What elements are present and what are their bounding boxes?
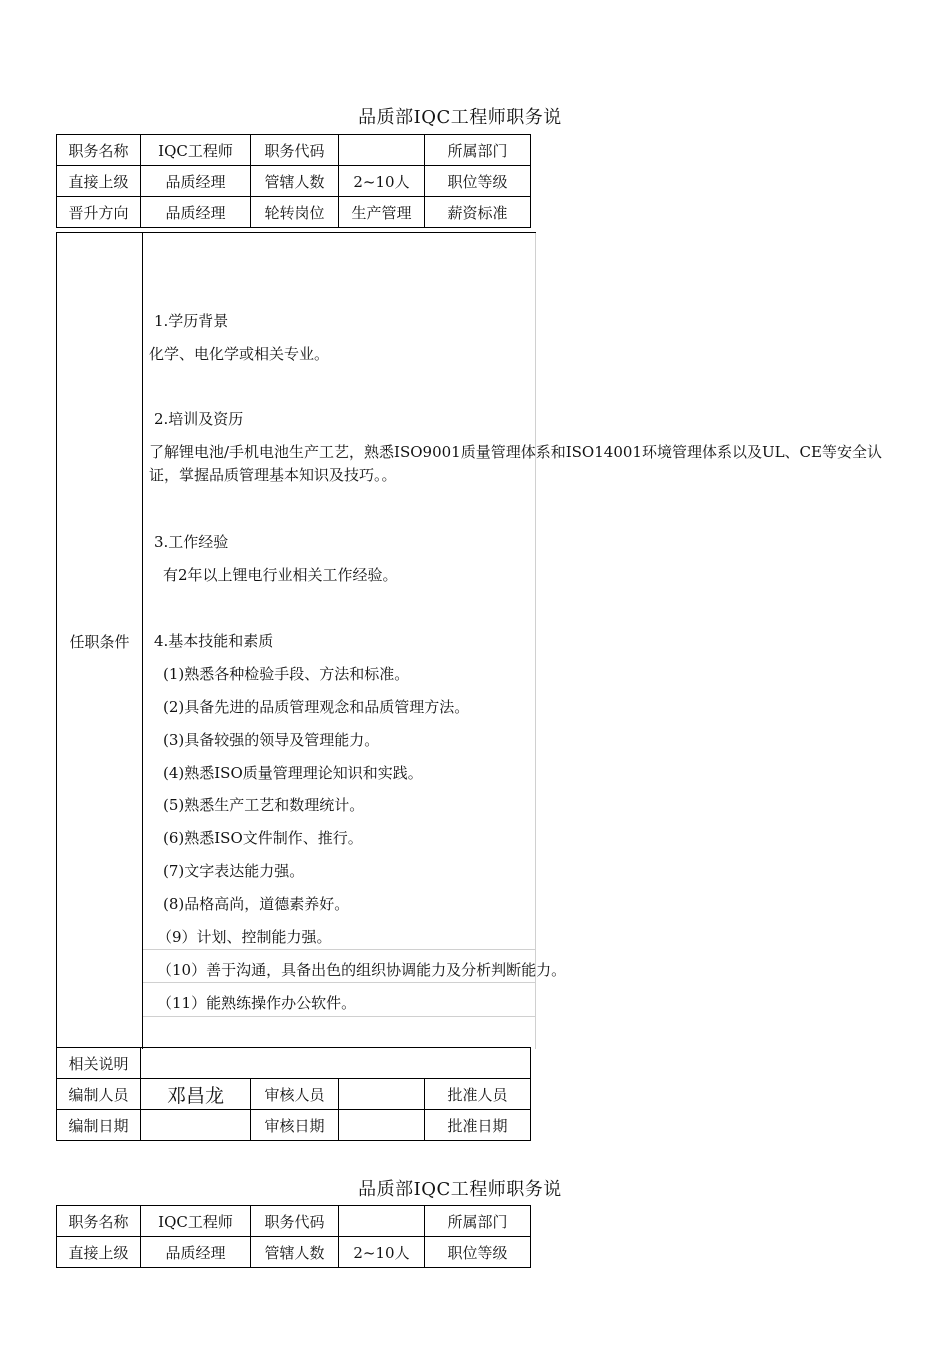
grade-label: 职位等级 bbox=[425, 166, 531, 197]
superior-label: 直接上级 bbox=[57, 166, 141, 197]
table-row bbox=[57, 197, 531, 228]
job-name-value: IQC工程师 bbox=[141, 1206, 251, 1237]
divider bbox=[143, 949, 535, 950]
author-date-label: 编制日期 bbox=[57, 1110, 141, 1141]
notes-label: 相关说明 bbox=[57, 1048, 141, 1079]
job-name-label: 职务名称 bbox=[57, 1206, 141, 1237]
training-heading: 2.培训及资历 bbox=[154, 410, 244, 428]
requirements-section bbox=[56, 232, 882, 1049]
requirements-label-cell bbox=[57, 233, 143, 1049]
list-item: (2)具备先进的品质管理观念和品质管理方法。 bbox=[163, 698, 470, 716]
author-signature: 邓昌龙 bbox=[141, 1079, 251, 1110]
table-row bbox=[57, 1206, 531, 1237]
review-date-label: 审核日期 bbox=[251, 1110, 339, 1141]
approver-label: 批准人员 bbox=[425, 1079, 531, 1110]
education-heading: 1.学历背景 bbox=[154, 312, 229, 330]
list-item: (4)熟悉ISO质量管理理论知识和实践。 bbox=[163, 764, 423, 782]
list-item: （11）能熟练操作办公软件。 bbox=[157, 994, 357, 1012]
job-name-value: IQC工程师 bbox=[141, 135, 251, 166]
training-text-line1: 了解锂电池/手机电池生产工艺，熟悉ISO9001质量管理体系和ISO14001环境管理体系以及UL、CE等安全认 bbox=[149, 443, 882, 461]
divider bbox=[143, 982, 535, 983]
table-row bbox=[57, 1079, 531, 1110]
reviewer-label: 审核人员 bbox=[251, 1079, 339, 1110]
job-code-label: 职务代码 bbox=[251, 135, 339, 166]
notes-value bbox=[141, 1048, 531, 1079]
requirements-label: 任职条件 bbox=[69, 633, 130, 651]
job-code-label: 职务代码 bbox=[251, 1206, 339, 1237]
document-title-repeat: 品质部IQC工程师职务说 bbox=[358, 1179, 562, 1200]
job-code-value bbox=[339, 135, 425, 166]
salary-label: 薪资标准 bbox=[425, 197, 531, 228]
list-item: （9）计划、控制能力强。 bbox=[157, 928, 332, 946]
grade-label: 职位等级 bbox=[425, 1237, 531, 1268]
training-text-line2: 证，掌握品质管理基本知识及技巧。。 bbox=[149, 466, 397, 484]
job-info-table-repeat bbox=[56, 1205, 531, 1268]
approval-table bbox=[56, 1047, 531, 1141]
table-row bbox=[57, 166, 531, 197]
table-row bbox=[57, 1110, 531, 1141]
experience-text: 有2年以上锂电行业相关工作经验。 bbox=[163, 566, 398, 584]
document-title: 品质部IQC工程师职务说 bbox=[358, 107, 562, 128]
department-label: 所属部门 bbox=[425, 135, 531, 166]
author-label: 编制人员 bbox=[57, 1079, 141, 1110]
subordinates-label: 管辖人数 bbox=[251, 1237, 339, 1268]
rotation-value: 生产管理 bbox=[339, 197, 425, 228]
rotation-label: 轮转岗位 bbox=[251, 197, 339, 228]
list-item: (5)熟悉生产工艺和数理统计。 bbox=[163, 796, 365, 814]
divider bbox=[143, 1016, 535, 1017]
table-row bbox=[57, 1048, 531, 1079]
job-name-label: 职务名称 bbox=[57, 135, 141, 166]
list-item: (3)具备较强的领导及管理能力。 bbox=[163, 731, 380, 749]
job-info-table bbox=[56, 134, 531, 228]
subordinates-value: 2~10人 bbox=[339, 166, 425, 197]
superior-label: 直接上级 bbox=[57, 1237, 141, 1268]
table-row bbox=[57, 1237, 531, 1268]
superior-value: 品质经理 bbox=[141, 166, 251, 197]
approve-date-label: 批准日期 bbox=[425, 1110, 531, 1141]
reviewer-value bbox=[339, 1079, 425, 1110]
promotion-value: 品质经理 bbox=[141, 197, 251, 228]
table-row bbox=[57, 135, 531, 166]
list-item: (6)熟悉ISO文件制作、推行。 bbox=[163, 829, 363, 847]
list-item: (1)熟悉各种检验手段、方法和标准。 bbox=[163, 665, 410, 683]
list-item: (7)文字表达能力强。 bbox=[163, 862, 305, 880]
superior-value: 品质经理 bbox=[141, 1237, 251, 1268]
skills-heading: 4.基本技能和素质 bbox=[154, 632, 274, 650]
review-date-value bbox=[339, 1110, 425, 1141]
list-item: (8)品格高尚，道德素养好。 bbox=[163, 895, 350, 913]
education-text: 化学、电化学或相关专业。 bbox=[149, 345, 330, 363]
author-date-value bbox=[141, 1110, 251, 1141]
promotion-label: 晋升方向 bbox=[57, 197, 141, 228]
list-item: （10）善于沟通，具备出色的组织协调能力及分析判断能力。 bbox=[157, 961, 567, 979]
department-label: 所属部门 bbox=[425, 1206, 531, 1237]
subordinates-label: 管辖人数 bbox=[251, 166, 339, 197]
job-code-value bbox=[339, 1206, 425, 1237]
experience-heading: 3.工作经验 bbox=[154, 533, 229, 551]
subordinates-value: 2~10人 bbox=[339, 1237, 425, 1268]
